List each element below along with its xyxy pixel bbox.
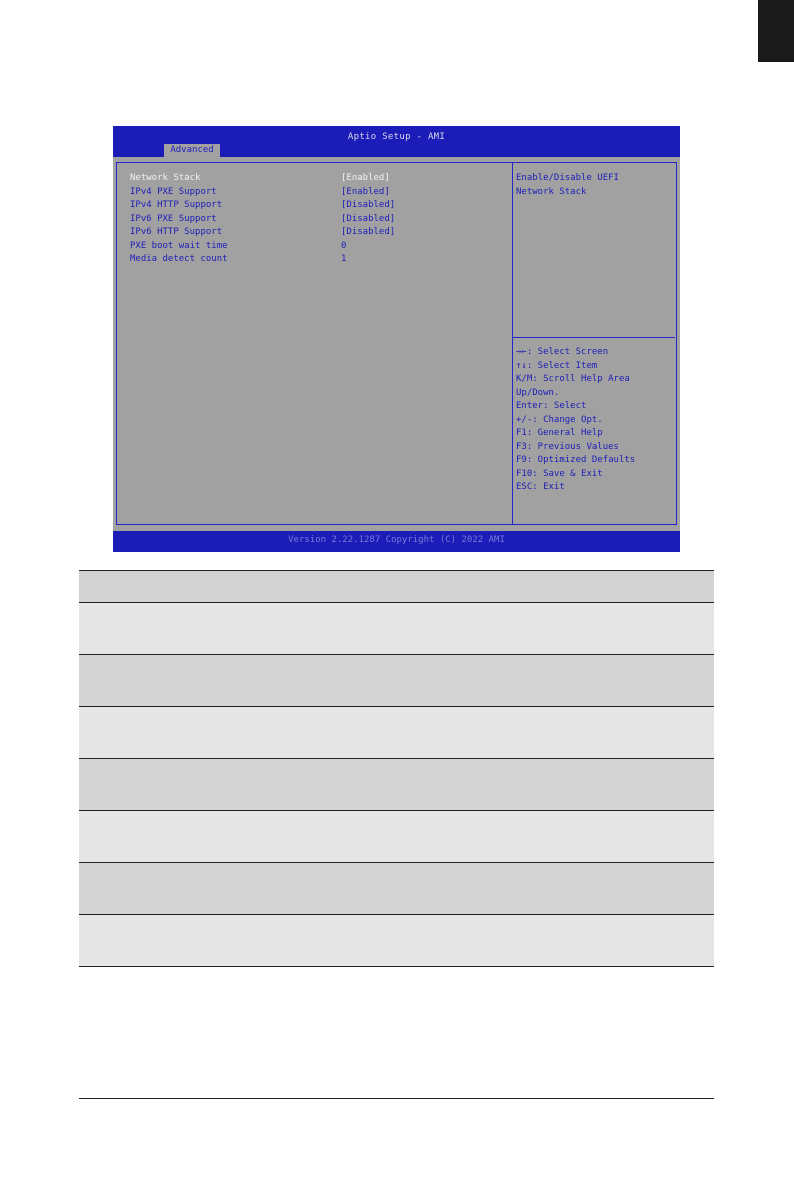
help-line: Network Stack — [516, 186, 587, 197]
help-divider — [513, 337, 675, 338]
bios-header — [113, 126, 680, 157]
setting-label: Network Stack — [130, 173, 201, 183]
table-row — [79, 603, 714, 655]
footer-rule — [79, 1098, 714, 1099]
setting-value[interactable]: [Enabled] — [341, 173, 390, 183]
key-line: →←: Select Screen — [516, 347, 609, 357]
setting-label: IPv6 PXE Support — [130, 213, 217, 224]
bios-screenshot — [113, 126, 680, 552]
setting-ipv6-pxe-support[interactable] — [130, 213, 510, 227]
key-legend — [516, 346, 674, 495]
help-line: Enable/Disable UEFI — [516, 173, 619, 183]
bios-footer — [113, 531, 680, 552]
key-line: F9: Optimized Defaults — [516, 455, 636, 465]
setting-label: IPv6 HTTP Support — [130, 227, 223, 237]
setting-ipv4-pxe-support[interactable] — [130, 186, 510, 200]
help-text — [516, 172, 674, 199]
setting-value[interactable]: [Disabled] — [341, 213, 396, 224]
key-line: +/-: Change Opt. — [516, 414, 603, 425]
key-line: F3: Previous Values — [516, 441, 619, 452]
side-tab-marker — [758, 0, 794, 62]
setting-label: IPv4 HTTP Support — [130, 200, 223, 210]
setting-label: IPv4 PXE Support — [130, 186, 217, 197]
bios-divider — [512, 162, 513, 525]
key-line: K/M: Scroll Help Area — [516, 374, 630, 384]
setting-value[interactable]: 1 — [341, 254, 347, 264]
key-line: Up/Down. — [516, 387, 560, 398]
settings-list — [130, 172, 510, 267]
table-row — [79, 811, 714, 863]
table-row — [79, 707, 714, 759]
table-row — [79, 655, 714, 707]
key-line: F10: Save & Exit — [516, 468, 603, 479]
setting-value[interactable]: 0 — [341, 240, 347, 251]
key-line: Enter: Select — [516, 401, 587, 411]
table-row — [79, 863, 714, 915]
key-line: ↑↓: Select Item — [516, 360, 598, 371]
bios-version: Version 2.22.1287 Copyright (C) 2022 AMI — [288, 535, 505, 545]
table-row — [79, 915, 714, 967]
setting-value[interactable]: [Enabled] — [341, 186, 390, 197]
table-row — [79, 759, 714, 811]
setting-media-detect-count[interactable] — [130, 253, 510, 267]
tab-advanced[interactable]: Advanced — [164, 144, 220, 157]
setting-value[interactable]: [Disabled] — [341, 200, 396, 210]
setting-label: PXE boot wait time — [130, 240, 228, 251]
setting-label: Media detect count — [130, 254, 228, 264]
setting-value[interactable]: [Disabled] — [341, 227, 396, 237]
key-line: ESC: Exit — [516, 482, 565, 492]
setting-network-stack[interactable] — [130, 172, 510, 186]
table-header-row — [79, 571, 714, 603]
key-line: F1: General Help — [516, 428, 603, 438]
setting-ipv6-http-support[interactable] — [130, 226, 510, 240]
setting-ipv4-http-support[interactable] — [130, 199, 510, 213]
bios-title: Aptio Setup - AMI — [347, 132, 446, 142]
parameter-table — [79, 570, 714, 967]
setting-pxe-boot-wait-time[interactable] — [130, 240, 510, 254]
